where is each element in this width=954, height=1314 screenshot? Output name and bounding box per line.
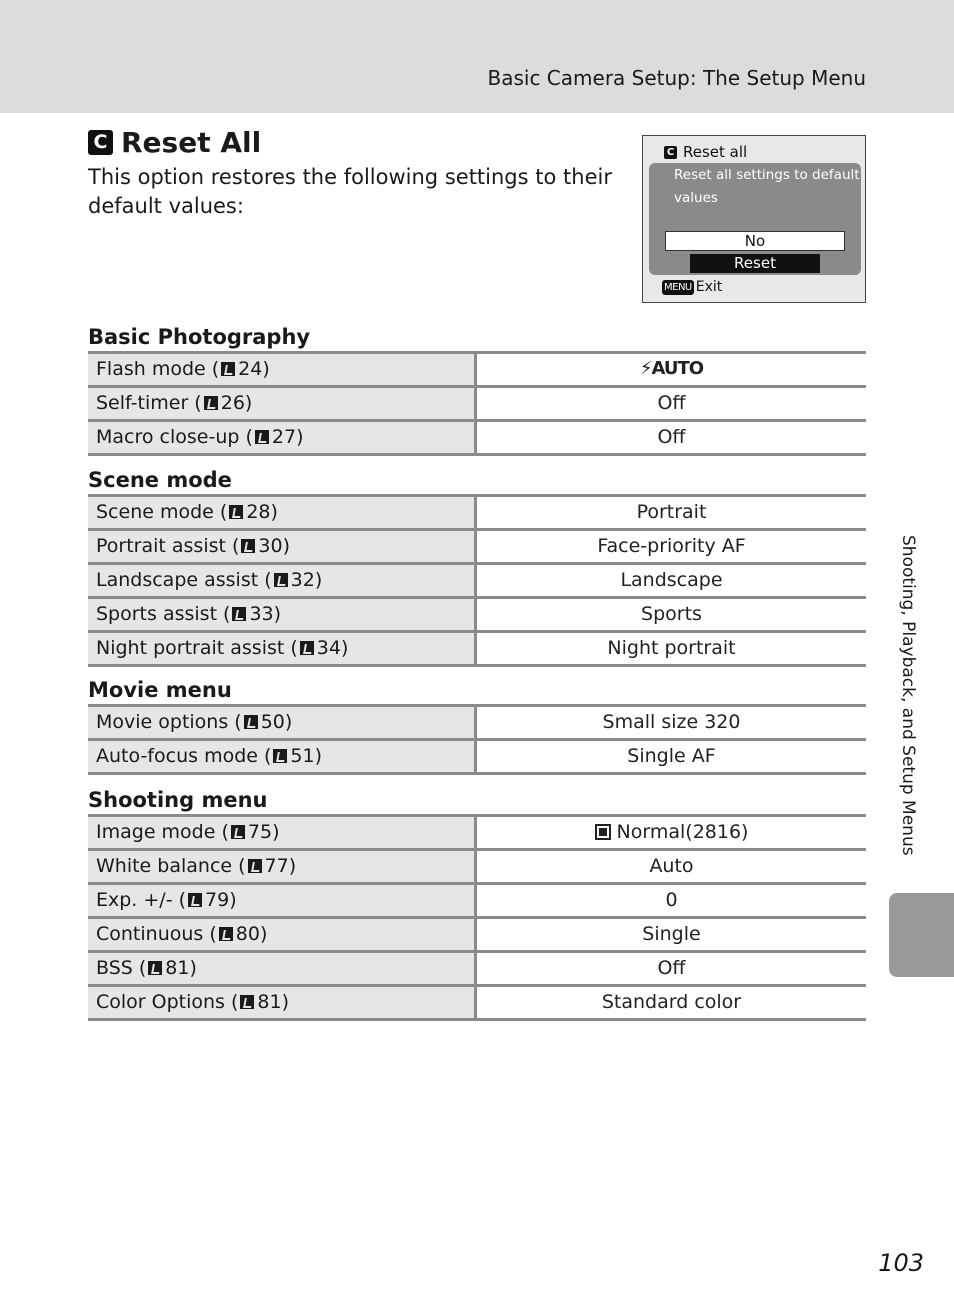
flash-auto-icon: ⚡AUTO — [639, 358, 704, 379]
page-reference-icon — [244, 715, 258, 729]
setting-label: Self-timer ( 26) — [88, 388, 477, 419]
section-title: Scene mode — [88, 468, 232, 492]
settings-table — [88, 351, 866, 456]
table-row — [88, 817, 866, 851]
intro-text: This option restores the following settings to their default values: — [88, 165, 612, 218]
page-reference-icon — [221, 362, 235, 376]
camera-dialog-message-line: Reset all settings to default — [674, 167, 860, 183]
table-row — [88, 388, 866, 422]
page-reference-icon — [232, 607, 246, 621]
page-reference-icon — [231, 825, 245, 839]
setting-label: Sports assist ( 33) — [88, 599, 477, 630]
option-no: No — [665, 231, 845, 251]
exit-label: Exit — [695, 279, 723, 295]
camera-screen-footer — [662, 279, 722, 295]
setting-label: Landscape assist ( 32) — [88, 565, 477, 596]
default-value: Single — [642, 923, 701, 945]
side-section-label: Shooting, Playback, and Setup Menus — [898, 535, 918, 856]
image-mode-icon — [595, 824, 611, 840]
table-row — [88, 565, 866, 599]
table-row — [88, 919, 866, 953]
settings-table — [88, 814, 866, 1021]
table-row — [88, 851, 866, 885]
setting-label: Macro close-up ( 27) — [88, 422, 477, 453]
setting-label: Flash mode ( 24) — [88, 354, 477, 385]
setting-label: Auto-focus mode ( 51) — [88, 741, 477, 772]
table-row — [88, 707, 866, 741]
section-scene-mode — [88, 466, 866, 667]
setting-label: Portrait assist ( 30) — [88, 531, 477, 562]
settings-table — [88, 494, 866, 667]
default-value: Face-priority AF — [597, 535, 746, 557]
section-title: Shooting menu — [88, 788, 268, 812]
table-row — [88, 885, 866, 919]
setup-menu-icon: C — [88, 130, 113, 155]
default-value: Small size 320 — [602, 711, 741, 733]
default-value: Portrait — [636, 501, 707, 523]
page-reference-icon — [229, 505, 243, 519]
page-reference-icon — [241, 539, 255, 553]
page-reference-icon — [255, 430, 269, 444]
page-reference-icon — [274, 573, 288, 587]
page-reference-icon — [273, 749, 287, 763]
page-title-row — [88, 124, 261, 160]
default-value: 0 — [665, 889, 678, 911]
camera-screen-header — [664, 143, 747, 161]
table-row — [88, 531, 866, 565]
page-reference-icon — [240, 995, 254, 1009]
table-row — [88, 633, 866, 667]
section-shooting-menu — [88, 786, 866, 1021]
default-value: Sports — [641, 603, 702, 625]
option-reset: Reset — [690, 254, 820, 273]
page-title: Reset All — [121, 125, 262, 159]
setting-label: Exp. +/- ( 79) — [88, 885, 477, 916]
setting-label: Movie options ( 50) — [88, 707, 477, 738]
setting-label: Night portrait assist ( 34) — [88, 633, 477, 664]
default-value: Off — [657, 957, 686, 979]
setting-label: White balance ( 77) — [88, 851, 477, 882]
default-value: Landscape — [620, 569, 723, 591]
camera-dialog-message-line: values — [674, 190, 718, 206]
default-value: Auto — [649, 855, 694, 877]
camera-dialog-message — [674, 164, 860, 210]
setting-label: BSS ( 81) — [88, 953, 477, 984]
setting-label: Color Options ( 81) — [88, 987, 477, 1018]
table-row — [88, 953, 866, 987]
default-value: Normal(2816) — [477, 817, 866, 848]
section-movie-menu — [88, 676, 866, 775]
table-row — [88, 422, 866, 456]
section-title: Basic Photography — [88, 325, 311, 349]
section-basic-photography — [88, 323, 866, 456]
page-reference-icon — [300, 641, 314, 655]
table-row — [88, 354, 866, 388]
table-row — [88, 497, 866, 531]
default-value: Off — [657, 392, 686, 414]
table-row — [88, 599, 866, 633]
header-title: Basic Camera Setup: The Setup Menu — [487, 66, 866, 90]
page-reference-icon — [219, 927, 233, 941]
settings-table — [88, 704, 866, 775]
menu-button-icon: MENU — [664, 281, 692, 293]
default-value: Single AF — [627, 745, 716, 767]
side-tab — [889, 893, 954, 977]
setting-label: Image mode ( 75) — [88, 817, 477, 848]
page-reference-icon — [148, 961, 162, 975]
default-value: Night portrait — [607, 637, 736, 659]
page-reference-icon — [188, 893, 202, 907]
page-number: 103 — [878, 1249, 924, 1277]
page-reference-icon — [204, 396, 218, 410]
camera-screen-title: Reset all — [683, 143, 748, 161]
default-value: Standard color — [601, 991, 742, 1013]
section-title: Movie menu — [88, 678, 232, 702]
header-band — [0, 0, 954, 113]
camera-screen — [642, 135, 866, 303]
setting-label: Continuous ( 80) — [88, 919, 477, 950]
table-row — [88, 741, 866, 775]
table-row — [88, 987, 866, 1021]
page-reference-icon — [248, 859, 262, 873]
setting-label: Scene mode ( 28) — [88, 497, 477, 528]
default-value: Off — [657, 426, 686, 448]
setup-menu-icon: C — [664, 146, 677, 159]
